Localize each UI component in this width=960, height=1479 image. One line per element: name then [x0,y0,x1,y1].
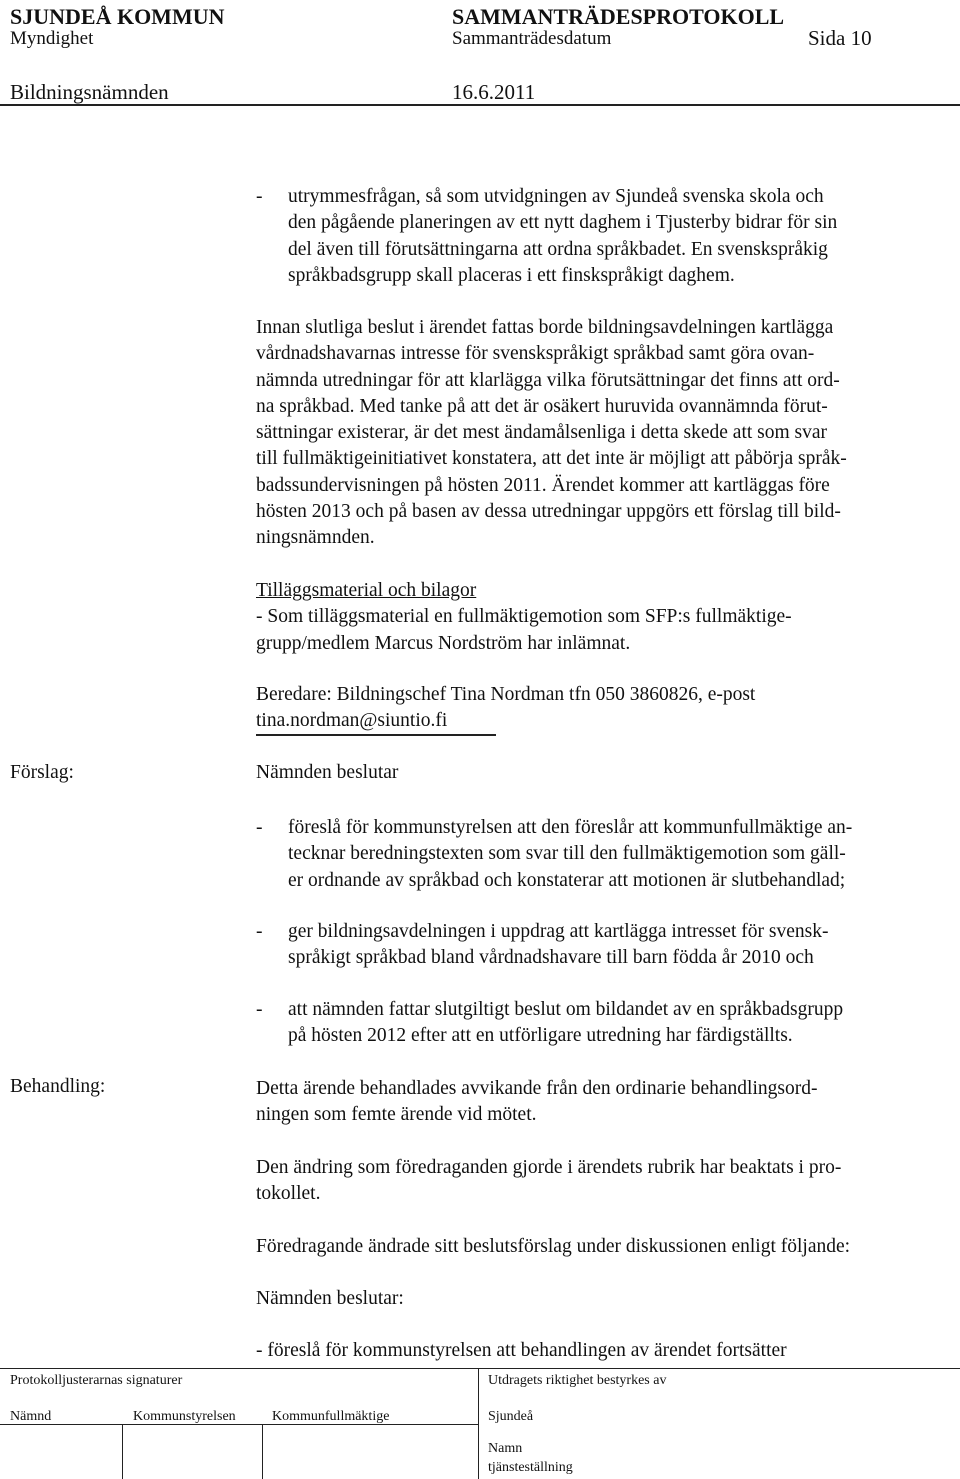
text-line: badssundervisningen på hösten 2011. Ärendet kommer att kartläggas före [256,474,830,496]
text-line: hösten 2013 och på basen av dessa utredningar uppgörs ett förslag till bild- [256,501,841,523]
text-line: ningen som femte ärende vid mötet. [256,1104,537,1126]
extract-position-label: tjänsteställning [488,1460,573,1475]
handling-paragraph-2 [256,1155,946,1208]
text-line: - Som tilläggsmaterial en fullmäktigemotion som SFP:s fullmäktige- [256,606,792,628]
bullet-dash: - [256,817,263,838]
text-line: på hösten 2012 efter att en utförligare utredning har färdigställts. [288,1025,793,1047]
text-line: tecknar beredningstexten som svar till den fullmäktigemotion som gäll- [288,843,846,865]
text-line: er ordnande av språkbad och konstaterar att motionen är slutbehandlad; [288,869,846,891]
text-line: grupp/medlem Marcus Nordström har inlämnat. [256,632,631,654]
signatures-label: Protokolljusterarnas signaturer [10,1373,183,1388]
bullet-text [288,815,852,894]
email-link[interactable]: tina.nordman@siuntio.fi [256,710,448,732]
authority-label: Myndighet [10,28,94,49]
signature-footer [0,1368,960,1479]
document-type: SAMMANTRÄDESPROTOKOLL [452,4,785,29]
municipality-name: SJUNDEÅ KOMMUN [10,4,225,29]
bullet-dash: - [256,186,263,207]
handling-paragraph-1 [256,1076,946,1129]
handling-paragraph-5 [256,1338,946,1364]
text-line: till fullmäktigeinitiativet konstatera, att det inte är möjligt att påbörja språk- [256,448,847,470]
proposal-label: Förslag: [10,762,74,783]
footer-cell-divider [122,1425,123,1479]
main-paragraph [256,315,946,552]
text-line: Nämnden beslutar: [256,1288,404,1309]
attachments-heading: Tilläggsmaterial och bilagor [256,580,477,601]
text-line: att nämnden fattar slutgiltigt beslut om bildandet av en språkbadsgrupp [288,999,844,1020]
text-line: språkbadsgrupp skall placeras i ett finskspråkigt daghem. [288,264,735,286]
handling-paragraph-3 [256,1234,946,1260]
text-line: ger bildningsavdelningen i uppdrag att kartlägga intresset för svensk- [288,921,829,942]
preparer-section [256,682,946,735]
text-line: tokollet. [256,1183,321,1205]
text-line: na språkbad. Med tanke på att det är osäkert huruvida ovannämnda förut- [256,395,828,417]
text-line: Detta ärende behandlades avvikande från den ordinarie behandlingsord- [256,1078,818,1099]
bullet-dash: - [256,999,263,1020]
text-line: Innan slutliga beslut i ärendet fattas borde bildningsavdelningen kartlägga [256,317,834,338]
bullet-text [288,919,828,972]
text-line: Den ändring som föredraganden gjorde i ärendets rubrik har beaktats i pro- [256,1157,842,1178]
text-line: Föredragande ändrade sitt beslutsförslag under diskussionen enligt följande: [256,1236,851,1257]
extract-label: Utdragets riktighet bestyrkes av [488,1373,667,1388]
text-line: föreslå för kommunstyrelsen att den föreslår att kommunfullmäktige an- [288,817,853,838]
text-line: vårdnadshavarnas intresse för svenskspråkigt språkbad samt göra ovan- [256,343,815,365]
extract-name-label: Namn [488,1441,523,1456]
email-underline [256,734,496,736]
footer-cell-divider [262,1425,263,1479]
meeting-date: 16.6.2011 [452,80,536,104]
preparer-line: Beredare: Bildningschef Tina Nordman tfn 050 3860826, e-post [256,684,756,705]
attachments-section [256,578,946,657]
date-label: Sammanträdesdatum [452,28,612,49]
footer-divider [478,1369,479,1479]
text-line: nämnda utredningar för att klarlägga vilka förutsättningar det finns att ord- [256,369,840,391]
text-line: språkigt språkbad bland vårdnadshavare till barn födda år 2010 och [288,947,814,969]
footer-row-line [0,1424,478,1425]
bullet-dash: - [256,921,263,942]
authority-name: Bildningsnämnden [10,80,169,104]
signature-col-council: Kommunfullmäktige [272,1409,390,1424]
text-line: - föreslå för kommunstyrelsen att behandlingen av ärendet fortsätter [256,1340,787,1361]
handling-label: Behandling: [10,1076,106,1097]
text-line: del även till förutsättningarna att ordna språkbadet. En svenskspråkig [288,238,828,260]
text-line: utrymmesfrågan, så som utvidgningen av Sjundeå svenska skola och [288,186,824,207]
page-number: Sida 10 [808,26,872,50]
bullet-text [288,997,843,1050]
handling-paragraph-4 [256,1286,946,1312]
signature-col-board: Nämnd [10,1409,52,1424]
extract-place: Sjundeå [488,1409,534,1424]
text-line: ningsnämnden. [256,527,375,549]
bullet-text [288,184,837,289]
text-line: den pågående planeringen av ett nytt daghem i Tjusterby bidrar för sin [288,212,838,234]
header-divider [0,104,960,106]
text-line: sättningar existerar, är det mest ändamålsenliga i detta skede att som svar [256,422,828,444]
proposal-intro: Nämnden beslutar [256,762,399,783]
signature-col-executive: Kommunstyrelsen [133,1409,236,1424]
